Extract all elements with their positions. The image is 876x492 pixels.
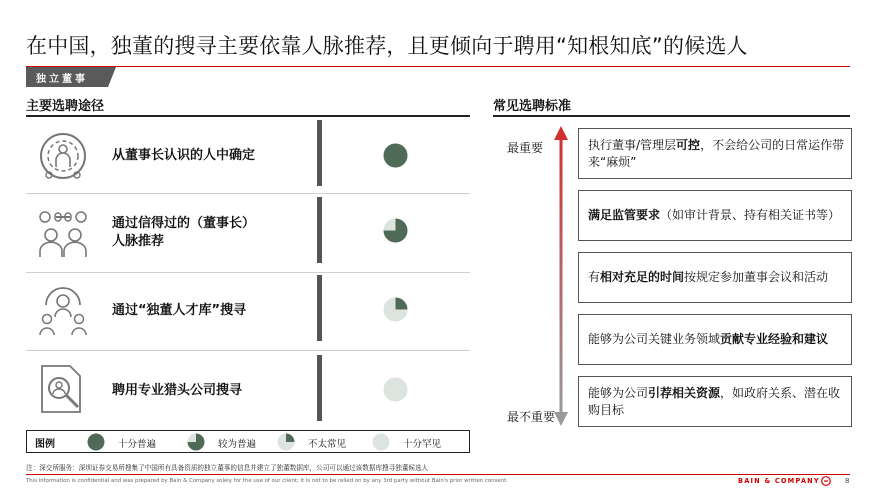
criterion-box: [578, 314, 852, 365]
page-title: 在中国，独董的搜寻主要依靠人脉推荐，且更倾向于聘用“知根知底”的候选人: [26, 34, 748, 58]
brand-mark-icon: [821, 476, 831, 486]
legend: [26, 430, 470, 453]
legend-label: 十分罕见: [403, 439, 442, 450]
legend-label: 不太常见: [308, 439, 347, 450]
right-heading-rule: [493, 115, 850, 117]
harvey-three-quarter-icon: [187, 433, 205, 451]
footer-divider: [26, 474, 850, 475]
channel-label: 通过信得过的（董事长）: [112, 216, 256, 231]
title-divider: [26, 66, 850, 67]
legend-title: 图例: [35, 439, 55, 450]
criterion-text: 有相对充足的时间按规定参加董事会议和活动: [588, 270, 829, 284]
row-divider-bar: [317, 197, 322, 263]
row-separator: [26, 193, 470, 194]
legend-label: 较为普遍: [218, 439, 257, 450]
brand-logo: BAIN & COMPANY: [738, 477, 820, 485]
criterion-text: 满足监管要求（如审计背景、持有相关证书等）: [588, 208, 841, 222]
confidentiality-disclaimer: This information is confidential and was prepared by Bain & Company solely for the use of our client; it is not to be relied on by any 3rd party without Bain's prior written consent.: [26, 478, 508, 484]
criterion-box: [578, 190, 852, 241]
axis-least-important: 最不重要: [507, 410, 556, 424]
row-separator: [26, 350, 470, 351]
criterion-text: 能够为公司关键业务领域贡献专业经验和建议: [588, 332, 829, 346]
harvey-ball: [383, 297, 408, 322]
criterion-box: [578, 376, 852, 427]
criterion-text: 执行董事/管理层可控，不会给公司的日常运作带来“麻烦”: [588, 138, 845, 169]
channel-label: 从董事长认识的人中确定: [112, 148, 256, 163]
axis-most-important: 最重要: [507, 141, 544, 155]
channel-label: 通过“独董人才库”搜寻: [112, 303, 247, 318]
left-heading: 主要选聘途径: [26, 99, 105, 114]
channel-label: 聘用专业猎头公司搜寻: [112, 383, 243, 398]
harvey-ball: [383, 143, 408, 168]
page-number: 8: [845, 477, 850, 485]
criterion-box: [578, 128, 852, 179]
document-search-icon: [36, 362, 90, 416]
legend-label: 十分普遍: [118, 439, 157, 450]
section-tag-label: 独立董事: [36, 74, 88, 85]
channel-label-line2: 人脉推荐: [112, 234, 165, 249]
harvey-empty-icon: [372, 433, 390, 451]
row-divider-bar: [317, 355, 322, 421]
harvey-full-icon: [87, 433, 105, 451]
criterion-box: [578, 252, 852, 303]
criterion-text: 能够为公司引荐相关资源，如政府关系、潜在收购目标: [588, 386, 841, 417]
harvey-ball: [383, 377, 408, 402]
section-tag: [26, 67, 116, 87]
row-divider-bar: [317, 120, 322, 186]
harvey-quarter-icon: [277, 433, 295, 451]
people-search-icon: [36, 129, 90, 183]
importance-arrow: [552, 126, 570, 426]
handshake-people-icon: [36, 205, 90, 259]
harvey-ball: [383, 218, 408, 243]
talent-pool-icon: [36, 283, 90, 337]
row-divider-bar: [317, 275, 322, 341]
footnote: 注：深交所服务：深圳证券交易所搜集了中国所有具备资质的独立董事的信息并建立了独董数据库，公司可以通过该数据库搜寻独董候选人: [26, 464, 429, 472]
left-heading-rule: [26, 115, 470, 117]
right-heading: 常见选聘标准: [493, 99, 572, 114]
